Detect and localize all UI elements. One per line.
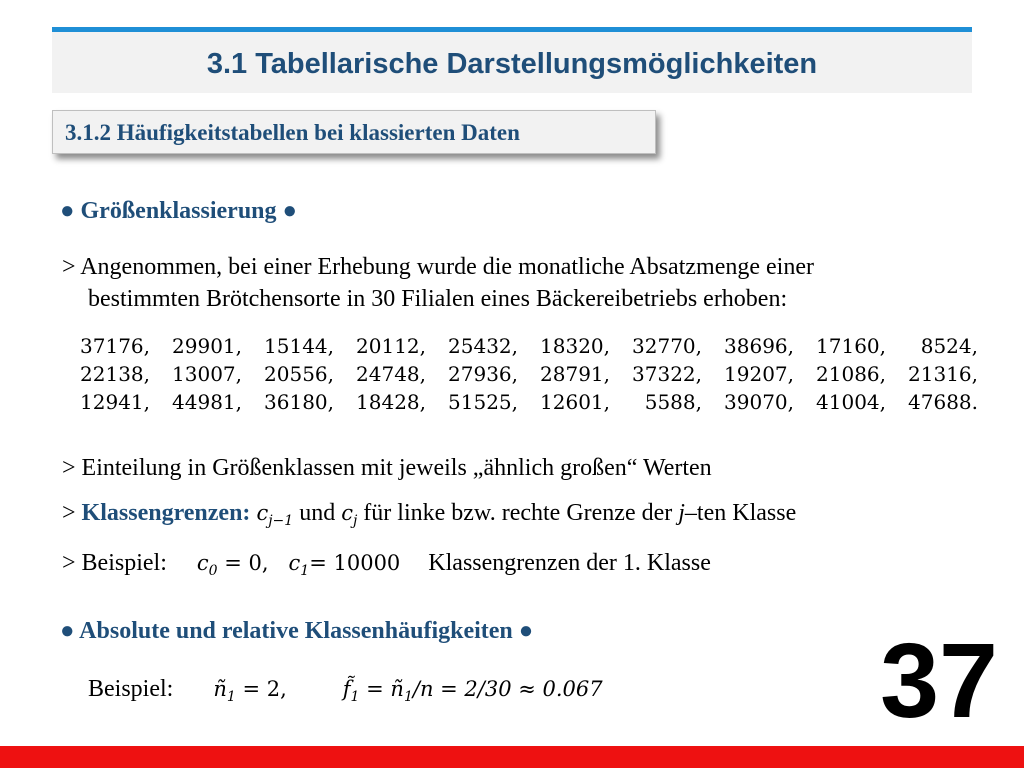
einteilung-line: > Einteilung in Größenklassen mit jeweils „ähnlich großen“ Werten: [62, 455, 712, 481]
intro-line-1: > Angenommen, bei einer Erhebung wurde die monatliche Absatzmenge einer: [62, 254, 814, 280]
math-f-tilde-1: [342, 677, 603, 706]
beispiel-label: > Beispiel:: [62, 550, 167, 576]
data-cell: 41004,: [816, 390, 886, 414]
klassengrenzen-desc: Klassengrenzen der 1. Klasse: [428, 550, 711, 576]
beispiel-grenzen-line: [62, 550, 711, 579]
heading-groessenklassierung: ● Größenklassierung ●: [60, 198, 298, 224]
math-base: c: [341, 501, 353, 525]
math-subscript: 1: [300, 563, 310, 580]
data-cell: 20556,: [264, 362, 334, 386]
math-base: c: [256, 501, 269, 525]
math-c0: [196, 551, 269, 580]
data-cell: 22138,: [80, 362, 150, 386]
data-cell: 5588,: [644, 390, 702, 414]
math-value: = 0,: [217, 551, 269, 575]
math-subscript: j−1: [268, 513, 294, 530]
j-variable: j: [678, 500, 685, 526]
data-cell: 39070,: [724, 390, 794, 414]
data-cell: 20112,: [356, 334, 426, 358]
math-c1: [288, 551, 401, 580]
math-subscript: 0: [208, 563, 218, 580]
data-row: [58, 332, 978, 360]
math-value: = 2,: [235, 677, 287, 701]
title-bar: [52, 27, 972, 93]
math-base: c: [196, 551, 209, 575]
math-n-tilde-1: [213, 677, 287, 706]
math-base: f̃: [342, 677, 351, 701]
data-cell: 24748,: [356, 362, 426, 386]
slide-title: 3.1 Tabellarische Darstellungsmöglichkeiten: [206, 48, 818, 80]
math-subscript: 1: [350, 689, 360, 706]
data-cell: 21086,: [816, 362, 886, 386]
data-cell: 27936,: [448, 362, 518, 386]
data-cell: 17160,: [816, 334, 886, 358]
data-cell: 12941,: [80, 390, 150, 414]
beispiel-label: Beispiel:: [88, 676, 174, 702]
data-row: [58, 388, 978, 416]
math-base: c: [288, 551, 301, 575]
data-cell: 51525,: [448, 390, 518, 414]
page-number: 37: [880, 622, 998, 740]
data-cell: 37322,: [632, 362, 702, 386]
data-cell: 13007,: [172, 362, 242, 386]
data-cell: 32770,: [632, 334, 702, 358]
beispiel-haeufigkeit-line: [88, 676, 603, 705]
data-cell: 37176,: [80, 334, 150, 358]
data-cell: 18320,: [540, 334, 610, 358]
heading-klassenhaeufigkeiten: ● Absolute und relative Klassenhäufigkeiten ●: [60, 618, 534, 644]
data-cell: 19207,: [724, 362, 794, 386]
data-cell: 28791,: [540, 362, 610, 386]
data-cell: 38696,: [724, 334, 794, 358]
math-subscript: 1: [226, 689, 236, 706]
klassengrenzen-label: Klassengrenzen:: [81, 500, 251, 526]
data-cell: 21316,: [908, 362, 978, 386]
intro-line-2: bestimmten Brötchensorte in 30 Filialen eines Bäckereibetriebs erhoben:: [88, 286, 788, 312]
math-base: ñ: [390, 677, 404, 701]
data-cell: 25432,: [448, 334, 518, 358]
ten-klasse-text: –ten Klasse: [684, 500, 797, 526]
data-row: [58, 360, 978, 388]
data-cell: 18428,: [356, 390, 426, 414]
data-cell: 44981,: [172, 390, 242, 414]
klassengrenzen-line: [62, 500, 796, 529]
bullet-prefix: >: [62, 500, 82, 526]
data-table: [58, 332, 978, 416]
math-value: /n = 2/30 ≈ 0.067: [412, 677, 603, 701]
data-cell: 47688.: [908, 390, 978, 414]
slide-subtitle: 3.1.2 Häufigkeitstabellen bei klassierten Daten: [65, 120, 520, 145]
data-cell: 15144,: [264, 334, 334, 358]
math-subscript: 1: [403, 689, 413, 706]
math-base: ñ: [213, 677, 227, 701]
data-cell: 12601,: [540, 390, 610, 414]
math-equals: =: [359, 677, 391, 701]
math-value: = 10000: [309, 551, 401, 575]
grenze-text: für linke bzw. rechte Grenze der: [363, 500, 673, 526]
math-c-j-minus-1: [256, 501, 294, 530]
subtitle-box: [52, 110, 656, 154]
footer-red-bar: [0, 746, 1024, 768]
data-cell: 36180,: [264, 390, 334, 414]
data-cell: 8524,: [920, 334, 978, 358]
math-c-j: [341, 501, 358, 530]
data-cell: 29901,: [172, 334, 242, 358]
math-subscript: j: [352, 513, 358, 530]
und-text: und: [299, 500, 336, 526]
